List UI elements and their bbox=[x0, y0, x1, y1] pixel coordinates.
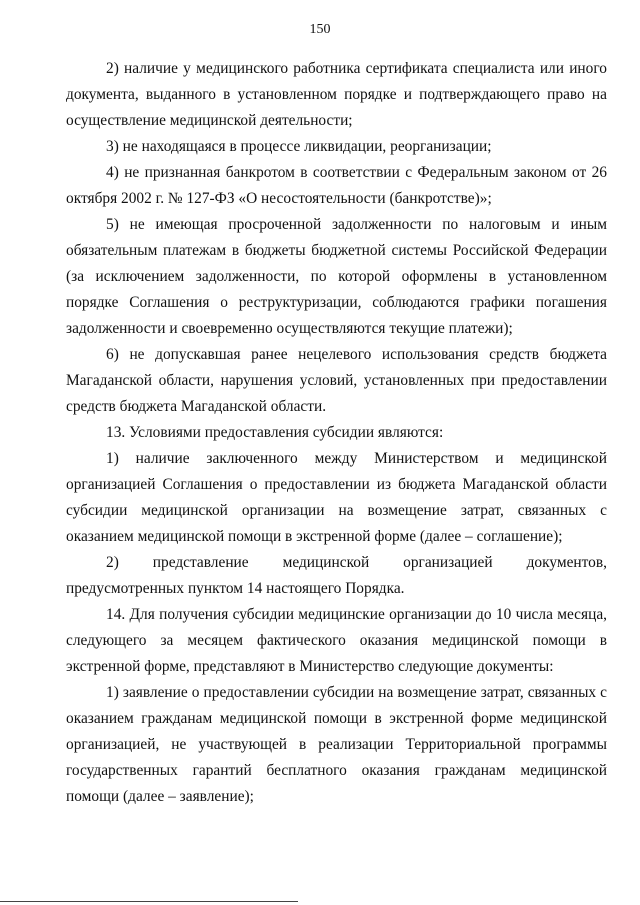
paragraph-section-13-item-2: 2) представление медицинской организацией документов, предусмотренных пунктом 14 настоящего Порядка. bbox=[66, 554, 607, 597]
paragraph-item-3: 3) не находящаяся в процессе ликвидации, реорганизации; bbox=[106, 138, 492, 155]
paragraph-item-6: 6) не допускавшая ранее нецелевого использования средств бюджета Магаданской области, нарушения условий, установленных при предоставлении средств бюджета Магаданской области. bbox=[66, 346, 607, 415]
paragraph-item-5: 5) не имеющая просроченной задолженности по налоговым и иным обязательным платежам в бюджеты бюджетной системы Российской Федерации (за исключением задолженности, по которой оформлены в установленном порядке Соглашения о реструктуризации, соблюдаются графики погашения задолженности и своевременно осуществляются текущие платежи); bbox=[66, 216, 607, 337]
page-number: 150 bbox=[309, 22, 331, 37]
document-body bbox=[66, 56, 607, 810]
paragraph-section-14-item-1: 1) заявление о предоставлении субсидии на возмещение затрат, связанных с оказанием гражданам медицинской помощи в экстренной форме медицинской организацией, не участвующей в реализации Территориальной программы государственных гарантий бесплатного оказания гражданам медицинской помощи (далее – заявление); bbox=[66, 684, 607, 805]
paragraph-section-13-item-1: 1) наличие заключенного между Министерством и медицинской организацией Соглашения о предоставлении из бюджета Магаданской области субсидии медицинской организации на возмещение затрат, связанных с оказанием медицинской помощи в экстренной форме (далее – соглашение); bbox=[66, 450, 607, 545]
bottom-rule bbox=[0, 901, 298, 902]
paragraph-item-2: 2) наличие у медицинского работника сертификата специалиста или иного документа, выданного в установленном порядке и подтверждающего право на осуществление медицинской деятельности; bbox=[66, 60, 607, 129]
paragraph-section-14: 14. Для получения субсидии медицинские организации до 10 числа месяца, следующего за месяцем фактического оказания медицинской помощи в экстренной форме, представляют в Министерство следующие документы: bbox=[66, 606, 607, 675]
paragraph-item-4: 4) не признанная банкротом в соответствии с Федеральным законом от 26 октября 2002 г. № 127-ФЗ «О несостоятельности (банкротстве)»; bbox=[66, 164, 607, 207]
paragraph-section-13: 13. Условиями предоставления субсидии являются: bbox=[106, 424, 444, 441]
